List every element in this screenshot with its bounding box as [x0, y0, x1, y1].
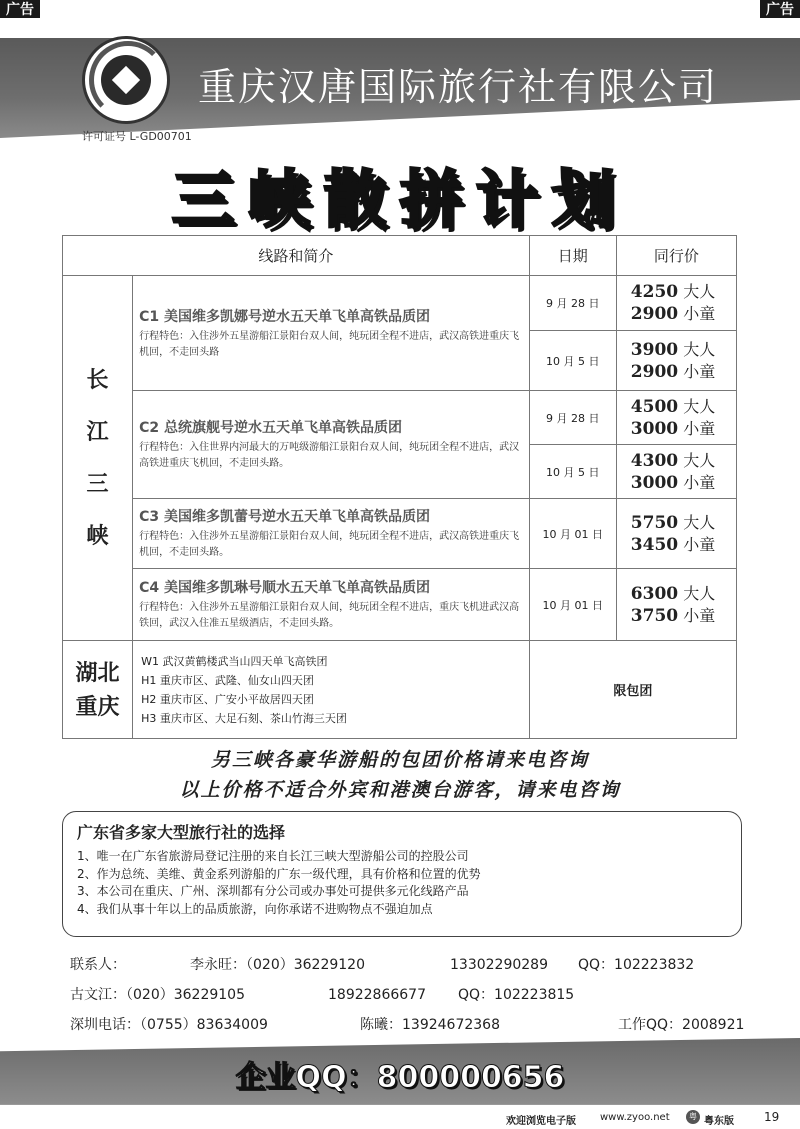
license-number: 许可证号 L-GD00701 — [82, 130, 192, 143]
route-c1[interactable]: C1 美国维多凯娜号逆水五天单飞单高铁品质团 行程特色：入住涉外五星游船江景阳台双人间，纯玩团全程不进店，武汉高铁进重庆飞机回，不走回头路 — [133, 276, 530, 391]
contact-label: 联系人： — [70, 957, 126, 973]
contact-qq[interactable]: QQ：102223832 — [578, 957, 695, 973]
header — [0, 18, 800, 148]
note-line: 另三峡各豪华游船的包团价格请来电咨询 — [210, 749, 589, 771]
header-date: 日期 — [529, 236, 616, 276]
price: 3900 大人 2900 小童 — [616, 331, 736, 391]
date: 10 月 5 日 — [529, 331, 616, 391]
advantages-box — [62, 811, 742, 937]
work-qq[interactable]: 工作QQ：2008921 — [618, 1017, 745, 1033]
table-header-row — [63, 236, 737, 276]
page-title: 三峡散拼计划 — [171, 163, 628, 236]
table-row — [63, 391, 737, 445]
price: 6300 大人 3750 小童 — [616, 569, 736, 641]
edition-badge-icon: 粤 — [686, 1110, 700, 1124]
edition-label: 粤东版 — [704, 1116, 734, 1127]
contact-mobile[interactable]: 13302290289 — [450, 957, 548, 973]
price: 4500 大人 3000 小童 — [616, 391, 736, 445]
date: 10 月 5 日 — [529, 445, 616, 499]
contacts — [70, 950, 750, 1040]
table-row — [63, 569, 737, 641]
company-logo — [82, 36, 170, 124]
contact-qq[interactable]: QQ：102223815 — [458, 987, 575, 1003]
price: 5750 大人 3450 小童 — [616, 499, 736, 569]
welcome-text: 欢迎浏览电子版 — [506, 1116, 576, 1127]
tour-group-label: 限包团 — [529, 641, 736, 739]
date: 9 月 28 日 — [529, 276, 616, 331]
region-hubei-chongqing: 湖北 重庆 — [63, 641, 133, 739]
advantages-title: 广东省多家大型旅行社的选择 — [77, 823, 286, 842]
website-link[interactable]: www.zyoo.net — [600, 1112, 670, 1123]
tour-table — [62, 235, 737, 739]
table-row — [63, 276, 737, 331]
price: 4250 大人 2900 小童 — [616, 276, 736, 331]
coin-icon — [101, 55, 151, 105]
table-row — [63, 641, 737, 739]
advantage-item: 3、本公司在重庆、广州、深圳都有分公司或办事处可提供多元化线路产品 — [77, 884, 469, 898]
shenzhen-contact[interactable]: 陈曦：13924672368 — [360, 1017, 500, 1033]
company-name: 重庆汉唐国际旅行社有限公司 — [198, 65, 719, 109]
extra-routes[interactable]: W1 武汉黄鹤楼武当山四天单飞高铁团 H1 重庆市区、武隆、仙女山四天团 H2 重庆市区、广安小平故居四天团 H3 重庆市区、大足石刻、茶山竹海三天团 — [133, 641, 530, 739]
route-c3[interactable]: C3 美国维多凯蕾号逆水五天单飞单高铁品质团 行程特色：入住涉外五星游船江景阳台双人间，纯玩团全程不进店，武汉高铁进重庆飞机回，不走回头路。 — [133, 499, 530, 569]
ad-tag-right: 广告 — [760, 0, 800, 20]
date: 10 月 01 日 — [529, 569, 616, 641]
date: 9 月 28 日 — [529, 391, 616, 445]
contact-phone[interactable]: 古文江：（020）36229105 — [70, 987, 245, 1003]
advantage-item: 2、作为总统、美维、黄金系列游船的广东一级代理，具有价格和位置的优势 — [77, 866, 481, 881]
date: 10 月 01 日 — [529, 499, 616, 569]
ad-tag-left: 广告 — [0, 0, 40, 20]
page-number: 19 — [764, 1110, 780, 1124]
advantage-item: 1、唯一在广东省旅游局登记注册的来自长江三峡大型游船公司的控股公司 — [77, 849, 469, 863]
notes — [0, 745, 800, 805]
enterprise-qq[interactable]: 企业QQ：800000656 — [235, 1060, 565, 1095]
contact-phone[interactable]: 李永旺：（020）36229120 — [190, 957, 365, 973]
route-c2[interactable]: C2 总统旗舰号逆水五天单飞单高铁品质团 行程特色：入住世界内河最大的万吨级游船江景阳台双人间，纯玩团全程不进店，武汉高铁进重庆飞机回，不走回头路。 — [133, 391, 530, 499]
header-price: 同行价 — [616, 236, 736, 276]
region-yangtze: 长 江 三 峡 — [63, 276, 133, 641]
price: 4300 大人 3000 小童 — [616, 445, 736, 499]
advantage-item: 4、我们从事十年以上的品质旅游，向你承诺不进购物点不强迫加点 — [77, 901, 433, 916]
contact-mobile[interactable]: 18922866677 — [328, 987, 426, 1003]
table-row — [63, 499, 737, 569]
route-c4[interactable]: C4 美国维多凯琳号顺水五天单飞单高铁品质团 行程特色：入住涉外五星游船江景阳台双人间，纯玩团全程不进店，重庆飞机进武汉高铁回，武汉入住准五星级酒店，不走回头路。 — [133, 569, 530, 641]
header-route: 线路和简介 — [63, 236, 530, 276]
note-line: 以上价格不适合外宾和港澳台游客，请来电咨询 — [179, 779, 621, 801]
shenzhen-phone[interactable]: 深圳电话：（0755）83634009 — [70, 1017, 268, 1033]
bottom-bar — [0, 1104, 800, 1129]
